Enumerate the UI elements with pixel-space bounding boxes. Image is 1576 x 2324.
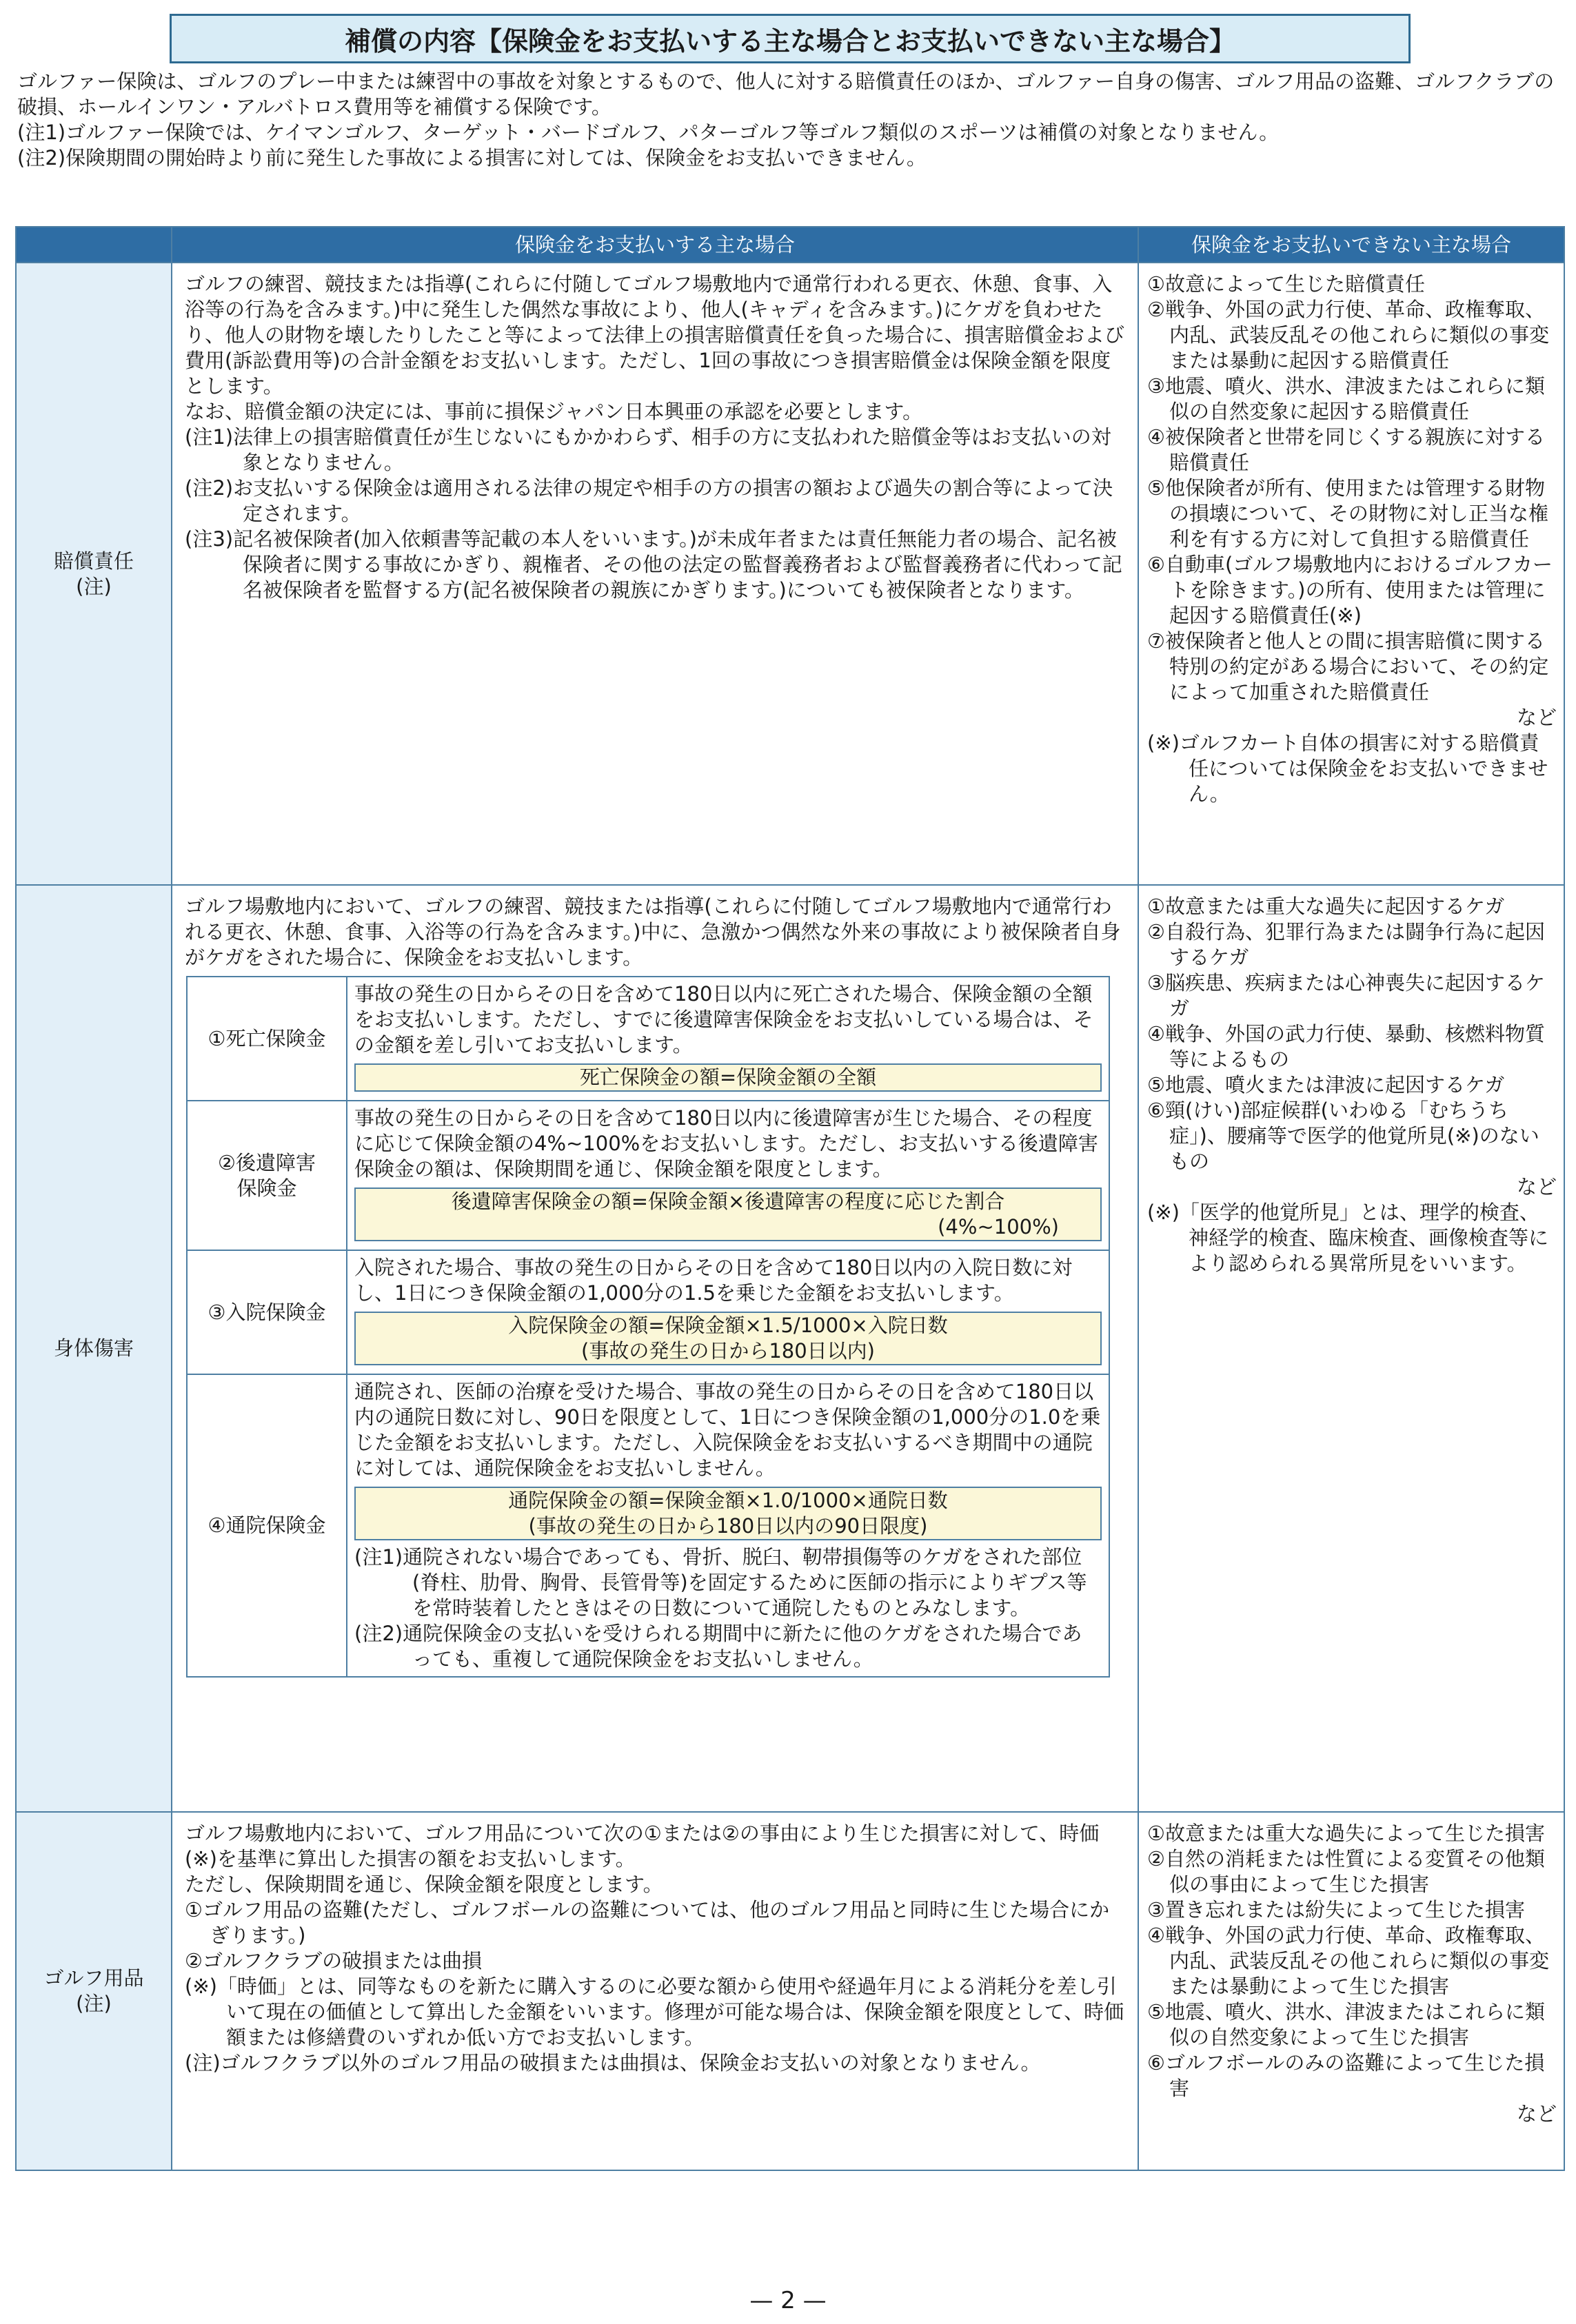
intro-text: ゴルファー保険は、ゴルフのプレー中または練習中の事故を対象とするもので、他人に対する賠償責任のほか、ゴルファー自身の傷害、ゴルフ用品の盗難、ゴルフクラブの破損、ホールインワン・アルバトロス費用等を補償する保険です。 bbox=[17, 70, 1555, 119]
disability-row bbox=[187, 1101, 1109, 1250]
outpatient-formula bbox=[354, 1487, 1102, 1540]
death-content bbox=[347, 977, 1109, 1101]
list-item: ⑥頸(けい)部症候群(いわゆる「むちうち症」)、腰痛等で医学的他覚所見(※)のないもの bbox=[1147, 1099, 1539, 1173]
liability-pay-text: ゴルフの練習、競技または指導(これらに付随してゴルフ場敷地内で通常行われる更衣、休憩、食事、入浴等の行為を含みます。)中に発生した偶然な事故により、他人(キャディを含みます。)にケガを負わせたり、他人の財物を壊したりしたこと等によって法律上の損害賠償責任を負った場合に、損害賠償金および費用(訴訟費用等)の合計金額をお支払いします。ただし、1回の事故につき損害賠償金は保険金額を限度とします。 bbox=[185, 272, 1125, 398]
equipment-nopay-cell bbox=[1138, 1812, 1564, 2170]
category-label: 身体傷害 bbox=[53, 1336, 134, 1360]
intro-note-2: (注2)保険期間の開始時より前に発生した事故による損害に対しては、保険金をお支払いできません。 bbox=[17, 146, 927, 170]
category-injury bbox=[16, 885, 172, 1812]
disability-formula bbox=[354, 1188, 1102, 1241]
death-text: 事故の発生の日からその日を含めて180日以内に死亡された場合、保険金額の全額をお支払いします。ただし、すでに後遺障害保険金をお支払いしている場合は、その金額を差し引いてお支払いします。 bbox=[354, 982, 1093, 1057]
disability-label-line2: 保険金 bbox=[236, 1176, 297, 1200]
disability-content bbox=[347, 1101, 1109, 1250]
header-empty-cell bbox=[16, 227, 172, 263]
list-item: ①故意または重大な過失に起因するケガ bbox=[1147, 895, 1505, 918]
hospital-formula-line1: 入院保険金の額=保険金額×1.5/1000×入院日数 bbox=[508, 1314, 948, 1337]
hospital-row bbox=[187, 1250, 1109, 1374]
death-formula bbox=[354, 1063, 1102, 1092]
intro-section bbox=[17, 69, 1562, 171]
equipment-pay-cell bbox=[172, 1812, 1138, 2170]
table-row bbox=[16, 885, 1564, 1812]
table-row bbox=[16, 1812, 1564, 2170]
category-equipment bbox=[16, 1812, 172, 2170]
outpatient-formula-line2: (事故の発生の日から180日以内の90日限度) bbox=[528, 1514, 928, 1538]
liability-pay-note-2: (注2)お支払いする保険金は適用される法律の規定や相手の方の損害の額および過失の割合等によって決定されます。 bbox=[185, 476, 1113, 525]
list-item: ①故意によって生じた賠償責任 bbox=[1147, 272, 1425, 296]
category-liability bbox=[16, 263, 172, 885]
list-item: ④戦争、外国の武力行使、暴動、核燃料物質等によるもの bbox=[1147, 1022, 1545, 1071]
injury-nopay-cell bbox=[1138, 885, 1564, 1812]
hospital-formula bbox=[354, 1312, 1102, 1365]
list-item: ⑤地震、噴火または津波に起因するケガ bbox=[1147, 1073, 1505, 1097]
outpatient-formula-line1: 通院保険金の額=保険金額×1.0/1000×通院日数 bbox=[508, 1489, 948, 1512]
equipment-pay-item-2: ②ゴルフクラブの破損または曲損 bbox=[185, 1949, 483, 1973]
outpatient-row bbox=[187, 1374, 1109, 1677]
equipment-pay-limit: ただし、保険期間を通じ、保険金額を限度とします。 bbox=[185, 1873, 663, 1896]
liability-nopay-note: (※)ゴルフカート自体の損害に対する賠償責任については保険金をお支払いできません。 bbox=[1147, 731, 1548, 806]
liability-nopay-cell bbox=[1138, 263, 1564, 885]
disability-label bbox=[187, 1101, 347, 1250]
list-item: ⑥自動車(ゴルフ場敷地内におけるゴルフカートを除きます。)の所有、使用または管理に起因する賠償責任(※) bbox=[1147, 553, 1553, 627]
injury-nopay-note: (※)「医学的他覚所見」とは、理学的検査、神経学的検査、臨床検査、画像検査等により認められる異常所見をいいます。 bbox=[1147, 1201, 1549, 1275]
outpatient-note-2: (注2)通院保険金の支払いを受けられる期間中に新たに他のケガをされた場合であっても、重複して通院保険金をお支払いしません。 bbox=[354, 1622, 1082, 1671]
death-row bbox=[187, 977, 1109, 1101]
death-label: ①死亡保険金 bbox=[187, 977, 347, 1101]
list-item: ③地震、噴火、洪水、津波またはこれらに類似の自然変象に起因する賠償責任 bbox=[1147, 374, 1545, 423]
list-item: ②自殺行為、犯罪行為または闘争行為に起因するケガ bbox=[1147, 920, 1545, 969]
liability-pay-approval: なお、賠償金額の決定には、事前に損保ジャパン日本興亜の承認を必要とします。 bbox=[185, 400, 923, 423]
etc-label: など bbox=[1516, 2102, 1557, 2126]
list-item: ④被保険者と世帯を同じくする親族に対する賠償責任 bbox=[1147, 425, 1545, 474]
hospital-label: ③入院保険金 bbox=[187, 1250, 347, 1374]
hospital-content bbox=[347, 1250, 1109, 1374]
list-item: ②戦争、外国の武力行使、革命、政権奪取、内乱、武装反乱その他これらに類似の事変または暴動に起因する賠償責任 bbox=[1147, 298, 1550, 372]
category-label: 賠償責任 bbox=[53, 549, 134, 573]
category-note: (注) bbox=[76, 1992, 112, 2015]
list-item: ⑤地震、噴火、洪水、津波またはこれらに類似の自然変象によって生じた損害 bbox=[1147, 2000, 1545, 2049]
liability-pay-note-3: (注3)記名被保険者(加入依頼書等記載の本人をいいます。)が未成年者または責任無能力者の場合、記名被保険者に関する事故にかぎり、親権者、その他の法定の監督義務者および監督義務者に代わって記名被保険者を監督する方(記名被保険者の親族にかぎります。)についても被保険者となります。 bbox=[185, 527, 1122, 602]
page-title-text: 補償の内容【保険金をお支払いする主な場合とお支払いできない主な場合】 bbox=[344, 26, 1235, 57]
outpatient-note-1: (注1)通院されない場合であっても、骨折、脱臼、靭帯損傷等のケガをされた部位(脊柱、肋骨、胸骨、長管骨等)を固定するために医師の指示によりギプス等を常時装着したときはその日数について通院したものとみなします。 bbox=[354, 1545, 1087, 1620]
intro-note-1: (注1)ゴルファー保険では、ケイマンゴルフ、ターゲット・バードゴルフ、パターゴルフ等ゴルフ類似のスポーツは補償の対象となりません。 bbox=[17, 121, 1280, 144]
category-label: ゴルフ用品 bbox=[43, 1966, 144, 1990]
equipment-pay-note-market: (※)「時価」とは、同等なものを新たに購入するのに必要な額から使用や経過年月による消耗分を差し引いて現在の価値として算出した金額をいいます。修理が可能な場合は、保険金額を限度として、時価額または修繕費のいずれか低い方でお支払いします。 bbox=[185, 1975, 1124, 2049]
etc-label: など bbox=[1516, 1175, 1557, 1199]
liability-pay-cell bbox=[172, 263, 1138, 885]
equipment-pay-text: ゴルフ場敷地内において、ゴルフ用品について次の①または②の事由により生じた損害に対して、時価(※)を基準に算出した損害の額をお支払いします。 bbox=[185, 1822, 1100, 1871]
injury-subtable bbox=[186, 976, 1110, 1678]
hospital-formula-line2: (事故の発生の日から180日以内) bbox=[581, 1339, 875, 1363]
list-item: ⑥ゴルフボールのみの盗難によって生じた損害 bbox=[1147, 2051, 1545, 2100]
table-header-row bbox=[16, 227, 1564, 263]
disability-label-line1: ②後遺障害 bbox=[218, 1150, 316, 1174]
outpatient-label: ④通院保険金 bbox=[187, 1374, 347, 1677]
list-item: ⑤他保険者が所有、使用または管理する財物の損壊について、その財物に対し正当な権利を有する方に対して負担する賠償責任 bbox=[1147, 476, 1548, 551]
outpatient-content bbox=[347, 1374, 1109, 1677]
disability-formula-line2: (4%~100%) bbox=[938, 1215, 1059, 1239]
disability-formula-line1: 後遺障害保険金の額=保険金額×後遺障害の程度に応じた割合 bbox=[451, 1190, 1005, 1213]
header-pay: 保険金をお支払いする主な場合 bbox=[172, 227, 1138, 263]
table-row bbox=[16, 263, 1564, 885]
page-number: — 2 — bbox=[749, 2287, 827, 2314]
list-item: ①故意または重大な過失によって生じた損害 bbox=[1147, 1822, 1545, 1845]
liability-pay-note-1: (注1)法律上の損害賠償責任が生じないにもかかわらず、相手の方に支払われた賠償金等はお支払いの対象となりません。 bbox=[185, 425, 1111, 474]
injury-intro: ゴルフ場敷地内において、ゴルフの練習、競技または指導(これらに付随してゴルフ場敷地内で通常行われる更衣、休憩、食事、入浴等の行為を含みます。)中に、急激かつ偶然な外来の事故により被保険者自身がケガをされた場合に、保険金をお支払いします。 bbox=[185, 895, 1121, 969]
disability-text: 事故の発生の日からその日を含めて180日以内に後遺障害が生じた場合、その程度に応じて保険金額の4%~100%をお支払いします。ただし、お支払いする後遺障害保険金の額は、保険期間を通じ、保険金額を限度とします。 bbox=[354, 1106, 1098, 1181]
page-title bbox=[170, 14, 1411, 63]
list-item: ③脳疾患、疾病または心神喪失に起因するケガ bbox=[1147, 971, 1545, 1020]
hospital-text: 入院された場合、事故の発生の日からその日を含めて180日以内の入院日数に対し、1日につき保険金額の1,000分の1.5を乗じた金額をお支払いします。 bbox=[354, 1256, 1073, 1305]
outpatient-text: 通院され、医師の治療を受けた場合、事故の発生の日からその日を含めて180日以内の通院日数に対し、90日を限度として、1日につき保険金額の1,000分の1.0を乗じた金額をお支払いします。ただし、入院保険金をお支払いするべき期間中の通院に対しては、通院保険金をお支払いしません。 bbox=[354, 1380, 1101, 1480]
coverage-table bbox=[15, 226, 1565, 2171]
equipment-pay-item-1: ①ゴルフ用品の盗難(ただし、ゴルフボールの盗難については、他のゴルフ用品と同時に生じた場合にかぎります。) bbox=[185, 1898, 1110, 1947]
etc-label: など bbox=[1516, 706, 1557, 729]
list-item: ③置き忘れまたは紛失によって生じた損害 bbox=[1147, 1898, 1525, 1922]
equipment-pay-note: (注)ゴルフクラブ以外のゴルフ用品の破損または曲損は、保険金お支払いの対象となりません。 bbox=[185, 2051, 1041, 2075]
category-note: (注) bbox=[76, 574, 112, 598]
header-nopay: 保険金をお支払いできない主な場合 bbox=[1138, 227, 1564, 263]
list-item: ⑦被保険者と他人との間に損害賠償に関する特別の約定がある場合において、その約定によって加重された賠償責任 bbox=[1147, 629, 1549, 704]
list-item: ②自然の消耗または性質による変質その他類似の事由によって生じた損害 bbox=[1147, 1847, 1545, 1896]
injury-pay-cell bbox=[172, 885, 1138, 1812]
death-formula-text: 死亡保険金の額=保険金額の全額 bbox=[579, 1066, 877, 1089]
list-item: ④戦争、外国の武力行使、革命、政権奪取、内乱、武装反乱その他これらに類似の事変または暴動によって生じた損害 bbox=[1147, 1924, 1550, 1998]
